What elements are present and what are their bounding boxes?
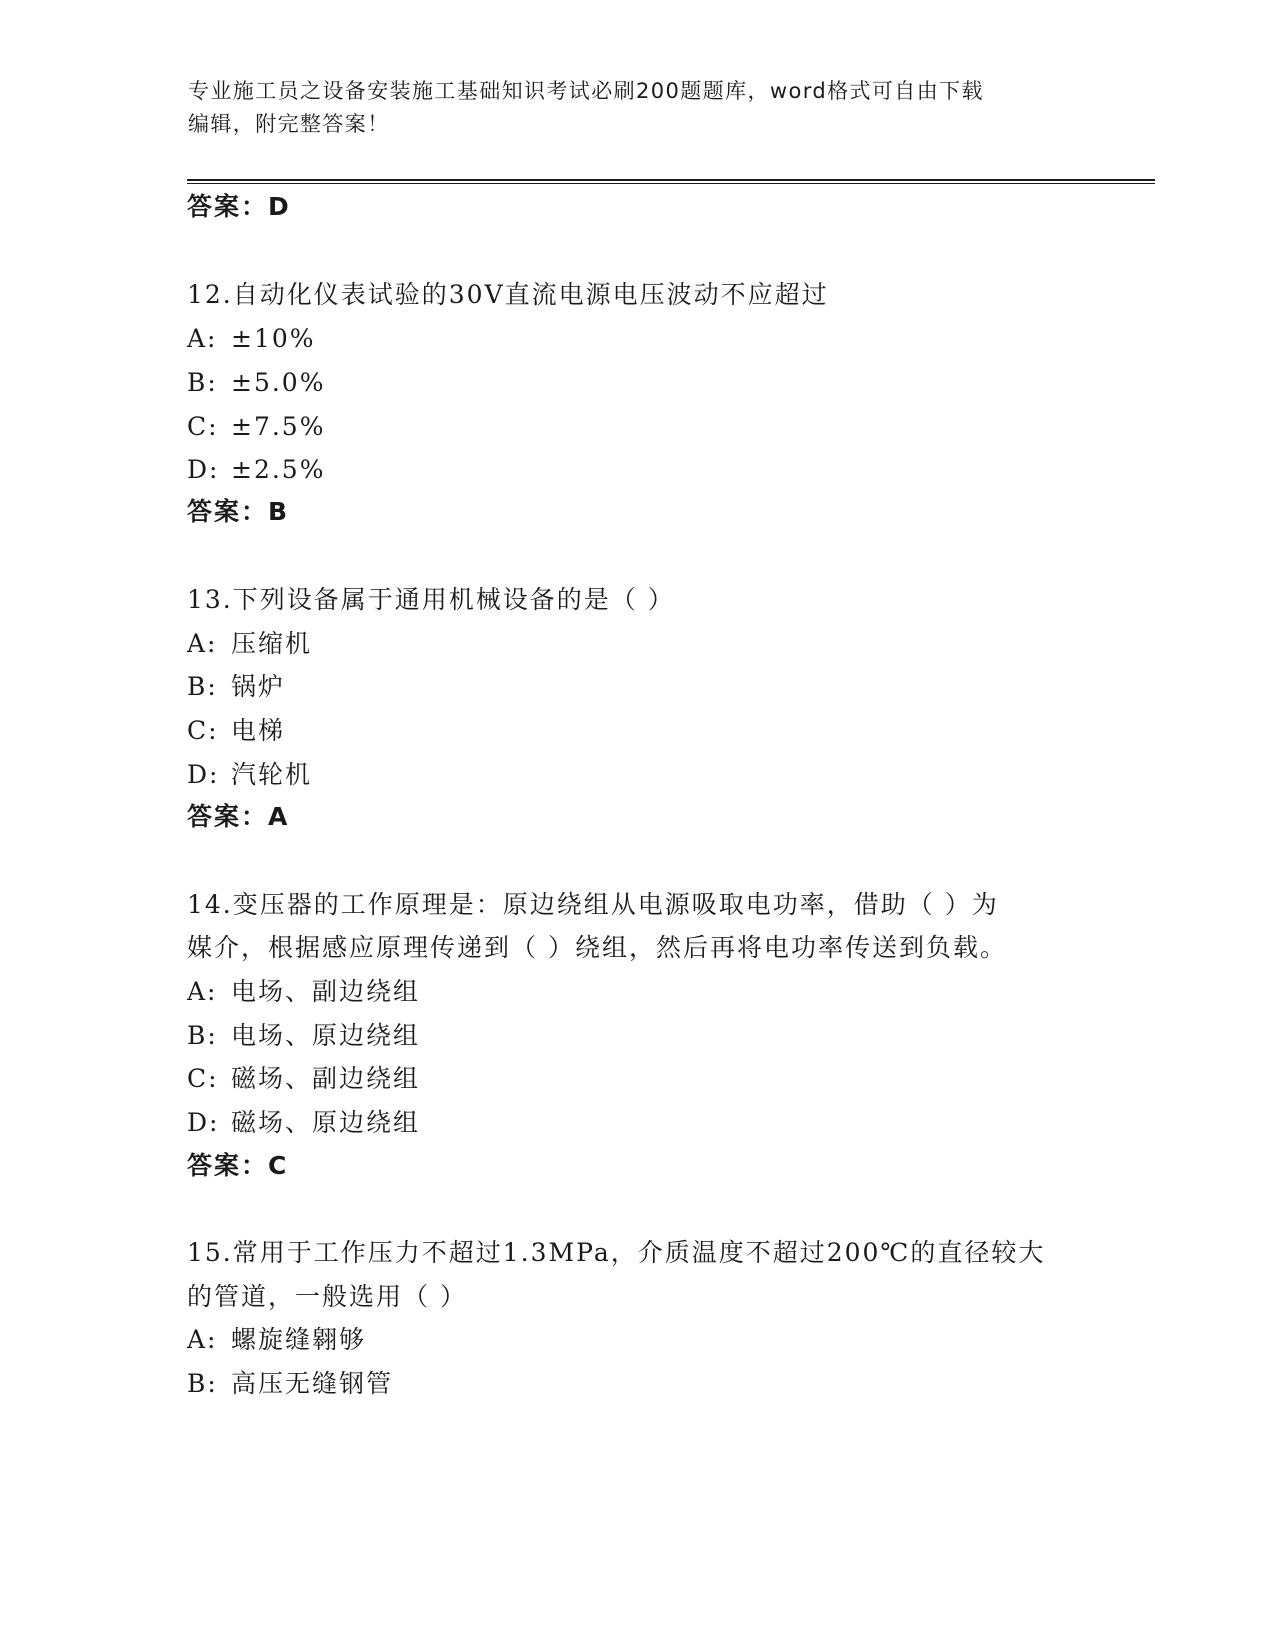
option-label: D: [187, 760, 220, 789]
option-text: ±10% [231, 324, 316, 353]
option-text: 磁场、副边绕组 [231, 1064, 421, 1093]
question-15-option-a [187, 1323, 366, 1357]
question-14-answer: 答案：C [187, 1151, 289, 1180]
question-14-option-c [187, 1062, 420, 1096]
question-14-option-b [187, 1019, 420, 1053]
option-text: 高压无缝钢管 [231, 1369, 394, 1398]
option-text: 电场、原边绕组 [231, 1021, 421, 1050]
option-text: 磁场、原边绕组 [231, 1108, 421, 1137]
option-text: 电场、副边绕组 [231, 977, 421, 1006]
question-15-option-b [187, 1367, 393, 1401]
question-13-option-d [187, 758, 312, 792]
question-12-option-a [187, 322, 316, 356]
option-label: C: [187, 1064, 219, 1093]
question-13-stem: 13.下列设备属于通用机械设备的是（ ） [187, 585, 675, 614]
option-label: A: [187, 1325, 218, 1354]
document-header-line-1: 专业施工员之设备安装施工基础知识考试必刷200题题库，word格式可自由下载 [188, 79, 984, 103]
option-label: B: [187, 368, 218, 397]
option-label: C: [187, 716, 219, 745]
question-14-stem-line-1: 14.变压器的工作原理是：原边绕组从电源吸取电功率，借助（ ）为 [187, 890, 999, 919]
previous-answer: 答案：D [187, 192, 291, 221]
document-header-line-2: 编辑，附完整答案！ [188, 112, 390, 136]
option-label: D: [187, 455, 220, 484]
option-label: A: [187, 629, 218, 658]
option-label: B: [187, 1369, 218, 1398]
question-14-option-d [187, 1106, 420, 1140]
option-label: A: [187, 977, 218, 1006]
header-rule-thin [187, 183, 1155, 184]
option-label: B: [187, 1021, 218, 1050]
option-text: 汽轮机 [231, 760, 313, 789]
question-12-option-d [187, 453, 325, 487]
question-15-stem-line-2: 的管道，一般选用（ ） [187, 1282, 467, 1311]
question-13-option-c [187, 714, 285, 748]
header-rule-thick [187, 179, 1155, 181]
option-text: 电梯 [231, 716, 286, 745]
question-14-option-a [187, 975, 420, 1009]
question-12-option-b [187, 366, 325, 400]
question-12-stem: 12.自动化仪表试验的30V直流电源电压波动不应超过 [187, 280, 829, 309]
option-label: A: [187, 324, 218, 353]
option-text: ±2.5% [231, 455, 326, 484]
question-12-answer: 答案：B [187, 497, 290, 526]
option-text: 螺旋缝翱够 [231, 1325, 367, 1354]
option-text: ±7.5% [231, 412, 326, 441]
question-15-stem-line-1: 15.常用于工作压力不超过1.3MPa，介质温度不超过200℃的直径较大 [187, 1238, 1046, 1267]
option-text: 压缩机 [231, 629, 313, 658]
option-label: D: [187, 1108, 220, 1137]
question-13-option-b [187, 670, 285, 704]
question-14-stem-line-2: 媒介，根据感应原理传递到（ ）绕组，然后再将电功率传送到负载。 [187, 933, 1007, 962]
option-text: 锅炉 [231, 672, 286, 701]
question-13-answer: 答案：A [187, 802, 290, 831]
question-13-option-a [187, 627, 312, 661]
option-label: B: [187, 672, 218, 701]
question-12-option-c [187, 410, 325, 444]
option-text: ±5.0% [231, 368, 326, 397]
option-label: C: [187, 412, 219, 441]
